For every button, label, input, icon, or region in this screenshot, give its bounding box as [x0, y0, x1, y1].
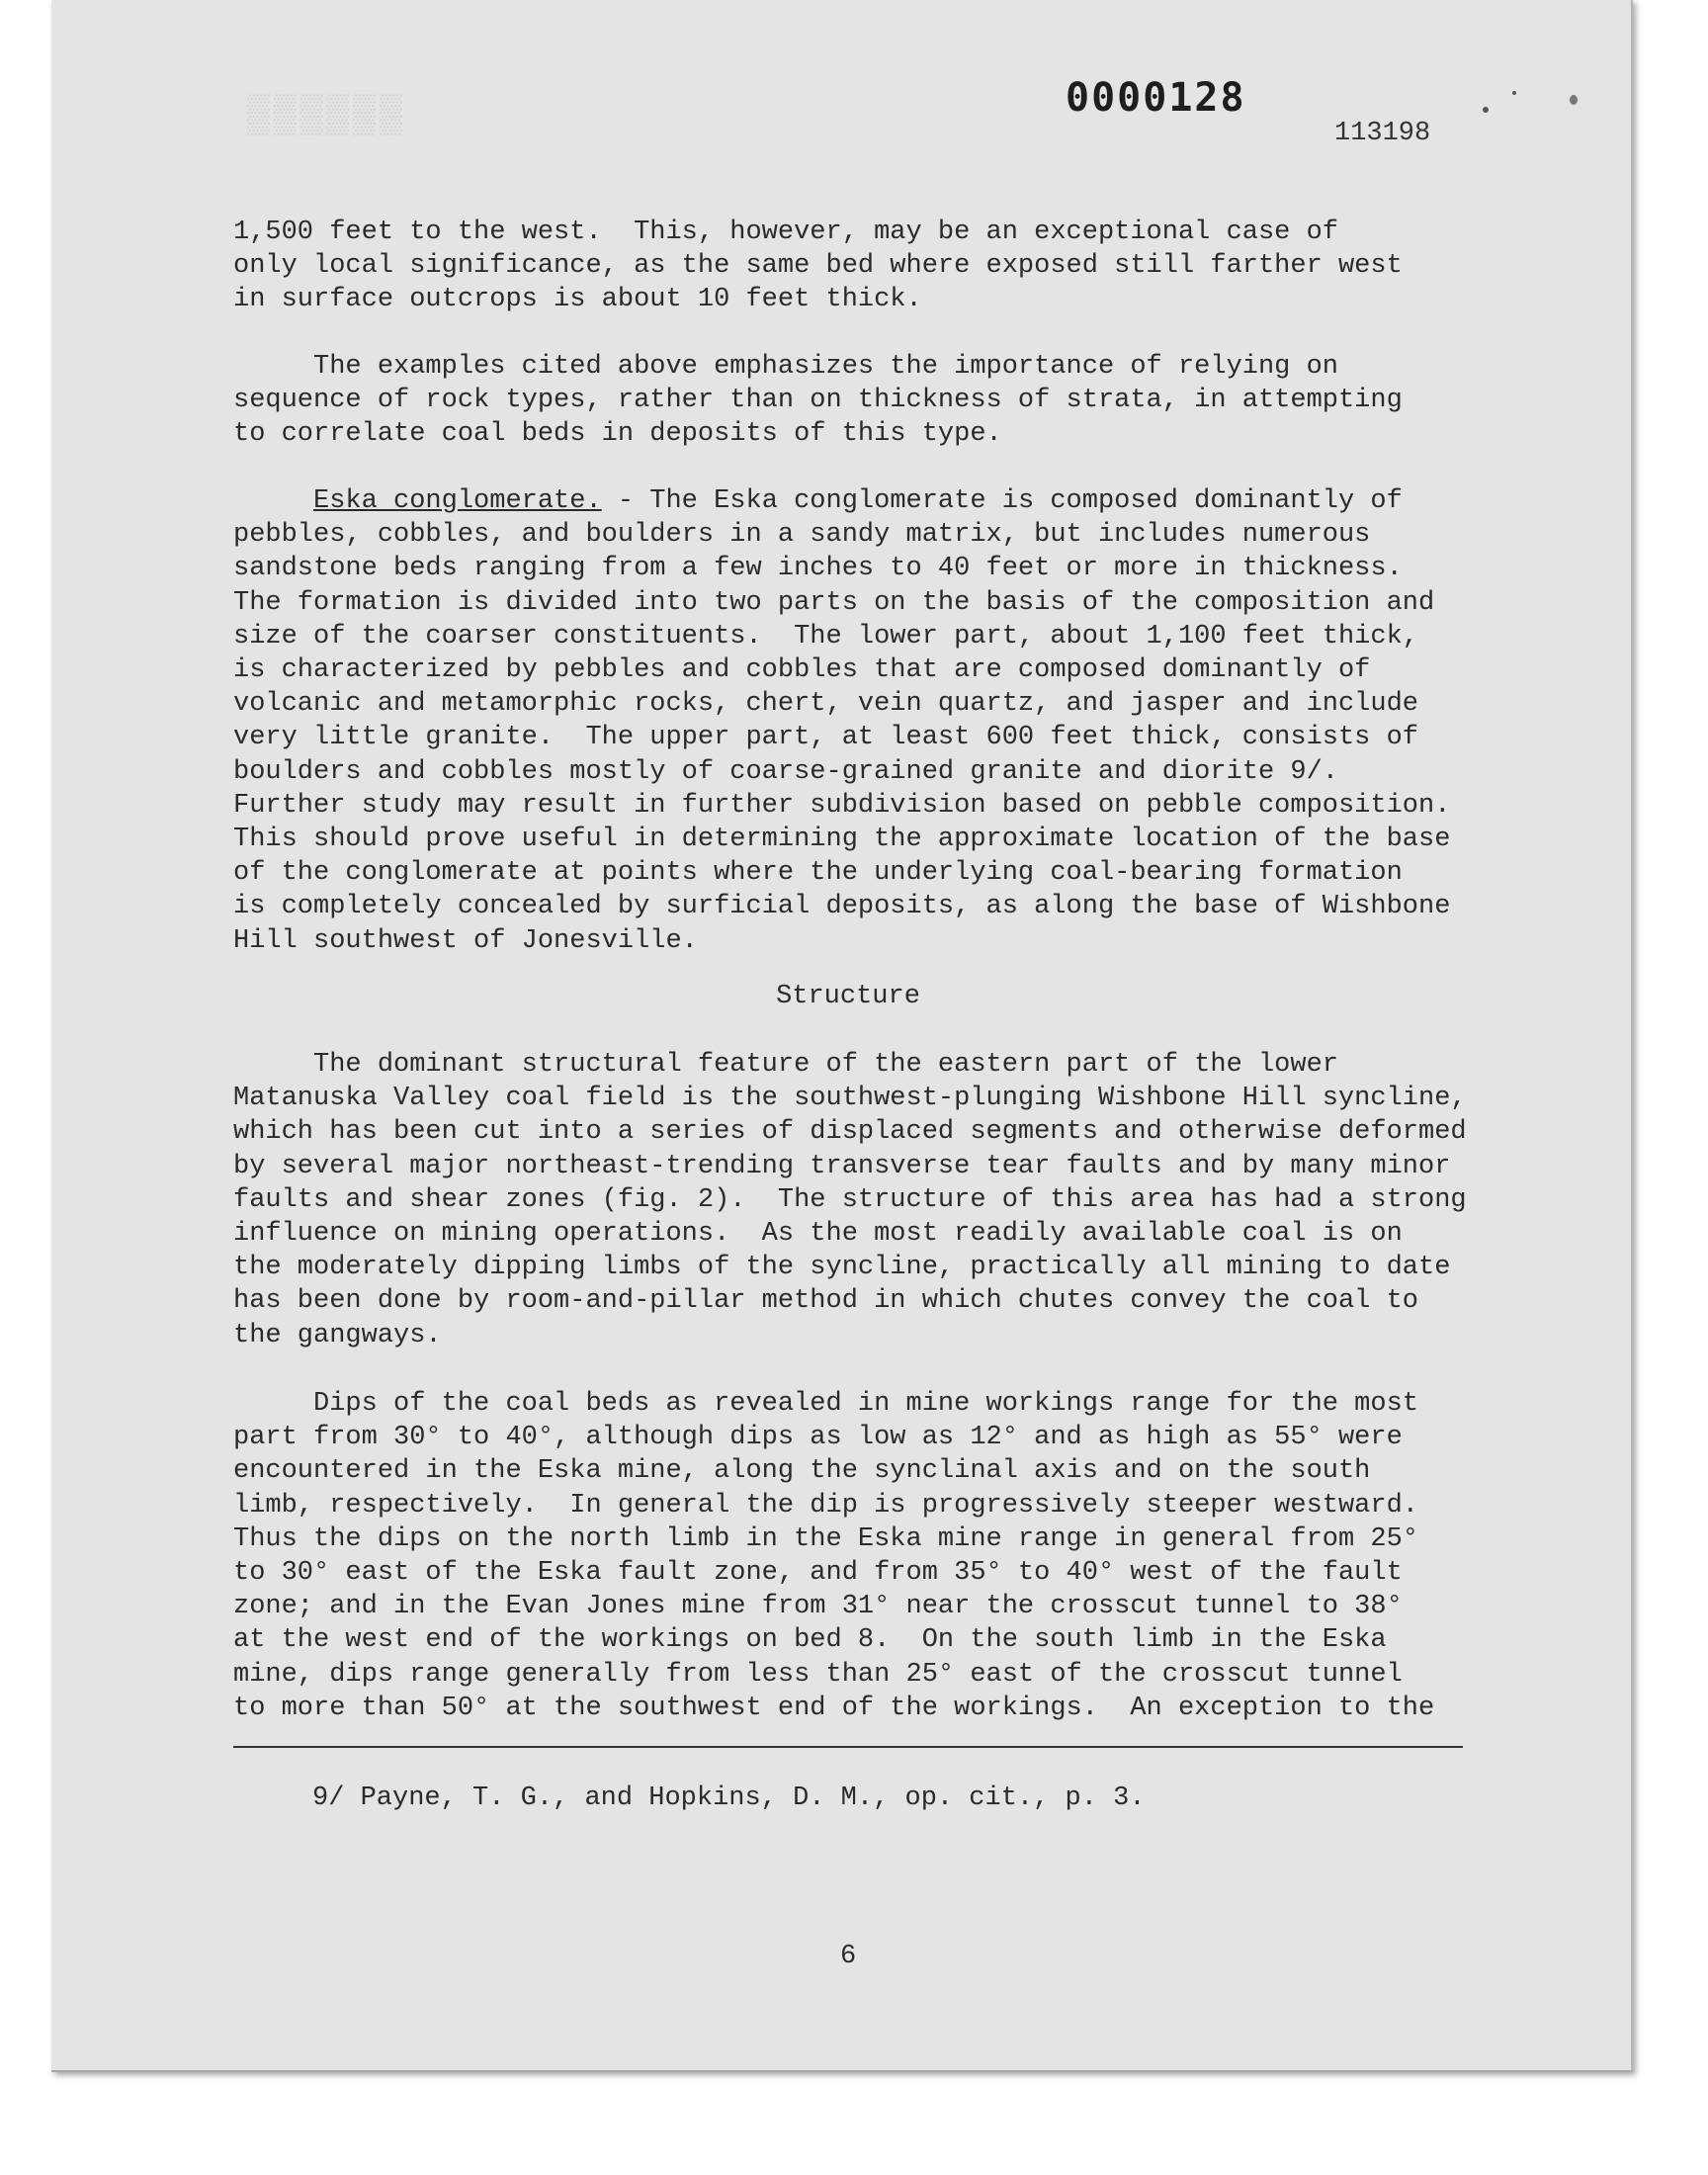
text-line: boulders and cobbles mostly of coarse-grained granite and diorite 9/. [233, 756, 1338, 787]
text-line: The formation is divided into two parts on the basis of the composition and [233, 587, 1435, 618]
text-line: which has been cut into a series of displaced segments and otherwise deformed [233, 1117, 1467, 1148]
text-line: volcanic and metamorphic rocks, chert, vein quartz, and jasper and include [233, 689, 1418, 720]
paragraph-1 [233, 216, 1498, 317]
speck-mark [1570, 95, 1578, 105]
text-line: at the west end of the workings on bed 8. On the south limb in the Eska [233, 1625, 1387, 1656]
text-line: faults and shear zones (fig. 2). The structure of this area has had a strong [233, 1184, 1467, 1215]
text-line: only local significance, as the same bed where exposed still farther west [233, 251, 1403, 282]
text-line: part from 30° to 40°, although dips as low as 12° and as high as 55° were [233, 1423, 1403, 1453]
text-line: Matanuska Valley coal field is the southwest-plunging Wishbone Hill syncline, [233, 1084, 1467, 1114]
paragraph-eska-conglomerate [233, 484, 1498, 958]
text-line: very little granite. The upper part, at least 600 feet thick, consists of [233, 723, 1418, 753]
text-line: Thus the dips on the north limb in the Eska mine range in general from 25° [233, 1523, 1418, 1554]
text-line: size of the coarser constituents. The lower part, about 1,100 feet thick, [233, 621, 1418, 652]
text-line: sequence of rock types, rather than on thickness of strata, in attempting [233, 386, 1403, 416]
text-line: sandstone beds ranging from a few inches to 40 feet or more in thickness. [233, 554, 1403, 584]
speck-mark [1512, 91, 1516, 95]
text-line: to more than 50° at the southwest end of the workings. An exception to the [233, 1693, 1435, 1723]
text-line: 1,500 feet to the west. This, however, may be an exceptional case of [233, 218, 1338, 247]
text-line: is completely concealed by surficial deposits, as along the base of Wishbone [233, 892, 1451, 922]
text-line: has been done by room-and-pillar method in which chutes convey the coal to [233, 1286, 1418, 1317]
lead-text: - The Eska conglomerate is composed dominantly of [601, 486, 1403, 516]
text-line: pebbles, cobbles, and boulders in a sandy matrix, but includes numerous [233, 520, 1371, 551]
text-line: Dips of the coal beds as revealed in mine workings range for the most [233, 1389, 1418, 1419]
text-line: is characterized by pebbles and cobbles that are composed dominantly of [233, 655, 1371, 686]
footnote-divider [233, 1746, 1463, 1748]
footnote: 9/ Payne, T. G., and Hopkins, D. M., op. cit., p. 3. [312, 1784, 1146, 1813]
text-line: limb, respectively. In general the dip is progressively steeper westward. [233, 1490, 1418, 1521]
text-line: Hill southwest of Jonesville. [233, 925, 698, 956]
text-line: The examples cited above emphasizes the importance of relying on [233, 352, 1338, 382]
text-line: Further study may result in further subdivision based on pebble composition. [233, 790, 1451, 821]
document-number: 0000128 [1066, 75, 1246, 121]
paragraph-dips [233, 1387, 1498, 1725]
bleed-through-stamp: ▒▒▒▒▒▒ [247, 95, 406, 137]
text-line: zone; and in the Evan Jones mine from 31° near the crosscut tunnel to 38° [233, 1592, 1403, 1622]
text-line: The dominant structural feature of the eastern part of the lower [233, 1050, 1338, 1080]
reference-number: 113198 [1334, 119, 1431, 148]
paragraph-structure [233, 1048, 1498, 1352]
text-line: encountered in the Eska mine, along the synclinal axis and on the south [233, 1456, 1371, 1487]
text-line: to correlate coal beds in deposits of this type. [233, 419, 1002, 450]
section-heading-structure: Structure [776, 982, 920, 1011]
text-line: the moderately dipping limbs of the syncline, practically all mining to date [233, 1253, 1451, 1283]
text-line: This should prove useful in determining the approximate location of the base [233, 825, 1451, 855]
text-line: mine, dips range generally from less than 25° east of the crosscut tunnel [233, 1659, 1403, 1690]
paragraph-2 [233, 350, 1498, 452]
text-line: to 30° east of the Eska fault zone, and from 35° to 40° west of the fault [233, 1558, 1403, 1589]
text-line: the gangways. [233, 1320, 442, 1350]
speck-mark [1483, 107, 1489, 113]
text-line: influence on mining operations. As the most readily available coal is on [233, 1219, 1403, 1250]
page-number: 6 [840, 1942, 857, 1971]
text-line [233, 484, 1498, 518]
text-line: by several major northeast-trending transverse tear faults and by many minor [233, 1151, 1451, 1181]
text-line: of the conglomerate at points where the underlying coal-bearing formation [233, 858, 1403, 889]
text-line: in surface outcrops is about 10 feet thick. [233, 285, 922, 315]
indent [233, 486, 313, 516]
section-title-eska: Eska conglomerate. [313, 486, 602, 516]
